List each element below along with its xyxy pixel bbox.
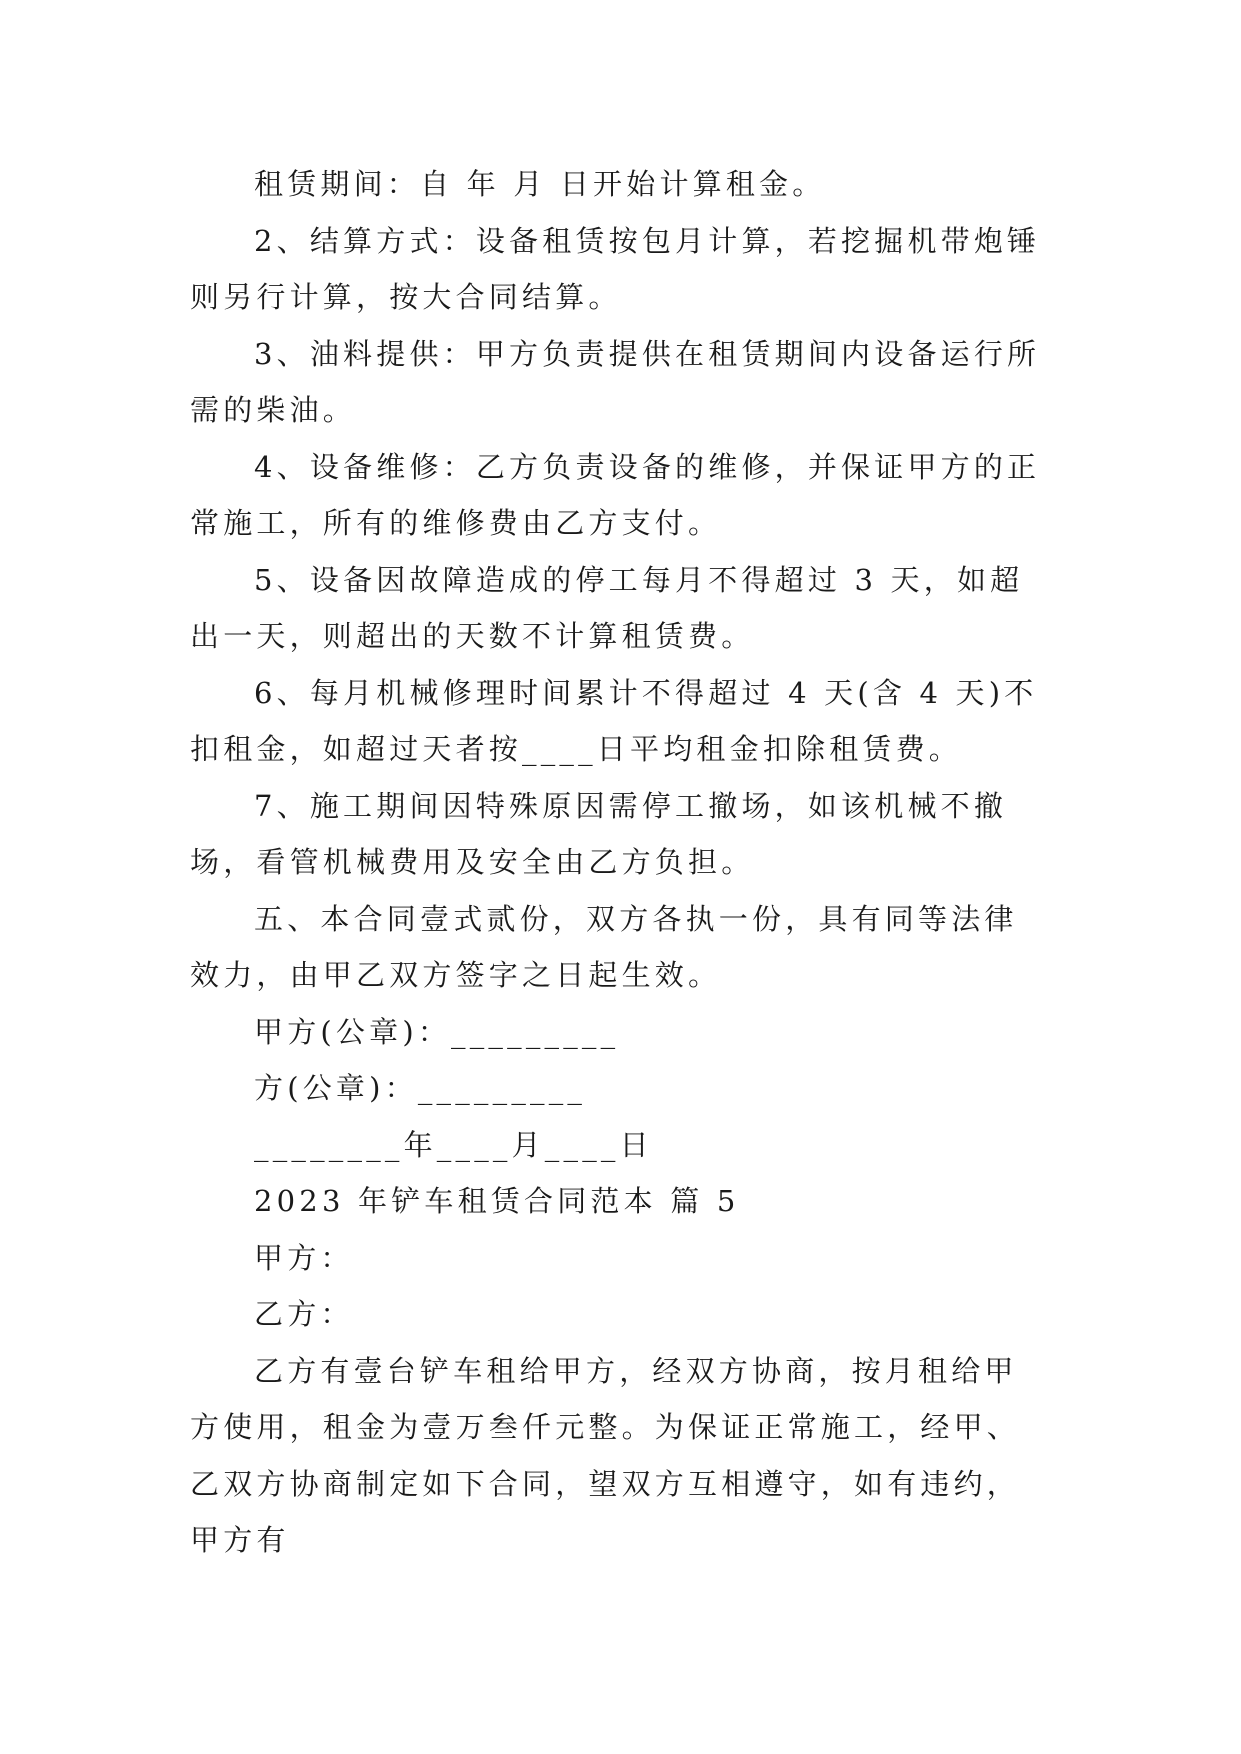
- paragraph-downtime: 5、设备因故障造成的停工每月不得超过 3 天，如超出一天，则超出的天数不计算租赁费。: [190, 562, 1024, 653]
- paragraph-site-withdrawal: 7、施工期间因特殊原因需停工撤场，如该机械不撤场，看管机械费用及安全由乙方负担。: [190, 788, 1008, 879]
- document-body: [190, 156, 1050, 1569]
- paragraph-copies-validity: 五、本合同壹式贰份，双方各执一份，具有同等法律效力，由甲乙双方签字之日起生效。: [190, 901, 1018, 992]
- party-b-label: 乙方：: [254, 1297, 354, 1331]
- signature-party-a: 甲方(公章)：_________: [254, 1014, 620, 1049]
- paragraph-repair-time: 6、每月机械修理时间累计不得超过 4 天(含 4 天)不扣租金，如超过天者按____日平均租金扣除租赁费。: [190, 675, 1038, 766]
- paragraph-fuel-supply: 3、油料提供：甲方负责提供在租赁期间内设备运行所需的柴油。: [190, 336, 1041, 427]
- signature-date: ________年____月____日: [254, 1127, 653, 1162]
- section-heading: 2023 年铲车租赁合同范本 篇 5: [254, 1184, 740, 1218]
- paragraph-equipment-repair: 4、设备维修：乙方负责设备的维修，并保证甲方的正常施工，所有的维修费由乙方支付。: [190, 449, 1041, 540]
- party-a-label: 甲方：: [254, 1240, 354, 1275]
- signature-party-b: 方(公章)：_________: [254, 1071, 587, 1105]
- paragraph-lease-period: 租赁期间：自 年 月 日开始计算租金。: [254, 167, 826, 201]
- paragraph-settlement-method: 2、结算方式：设备租赁按包月计算，若挖掘机带炮锤则另行计算，按大合同结算。: [190, 223, 1041, 314]
- paragraph-contract-intro: 乙方有壹台铲车租给甲方，经双方协商，按月租给甲方使用，租金为壹万叁仟元整。为保证正常施工，经甲、乙双方协商制定如下合同，望双方互相遵守，如有违约，甲方有: [190, 1353, 1021, 1557]
